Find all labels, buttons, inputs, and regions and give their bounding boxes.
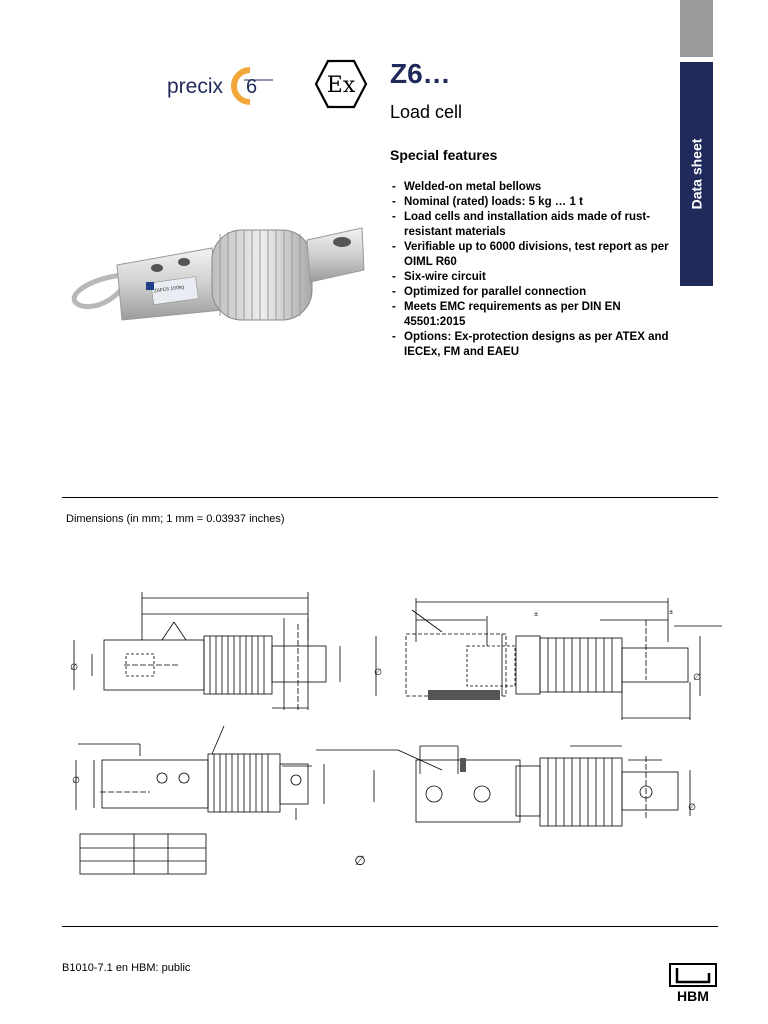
feature-item: - Verifiable up to 6000 divisions, test report as per OIML R60 xyxy=(390,240,670,270)
dimension-drawings xyxy=(62,580,722,880)
drawing-side-view-1 xyxy=(74,592,340,710)
tolerance-label-1: ± xyxy=(534,611,538,618)
tolerance-label-2: ± xyxy=(669,609,673,616)
precix-logo xyxy=(150,60,280,110)
side-tab-label: Data sheet xyxy=(688,138,705,210)
diameter-label-3: ∅ xyxy=(72,775,80,785)
photo-end-block xyxy=(307,228,364,282)
diameter-label-4: ∅ xyxy=(693,672,701,682)
hbm-logo-mark xyxy=(677,968,709,982)
feature-item: - Six-wire circuit xyxy=(390,270,670,285)
dimension-table xyxy=(80,834,206,874)
photo-bellows xyxy=(212,230,312,320)
feature-item: - Optimized for parallel connection xyxy=(390,285,670,300)
photo-hole-2 xyxy=(178,258,190,266)
feature-item: - Meets EMC requirements as per DIN EN 45501:2015 xyxy=(390,300,670,330)
diameter-label-6: ∅ xyxy=(354,853,366,868)
feature-item: - Welded-on metal bellows xyxy=(390,180,670,195)
precix-logo-number: 6 xyxy=(246,76,258,98)
drawing-top-view-1 xyxy=(76,726,324,820)
drawing-mount-tab xyxy=(460,758,466,772)
photo-type-label: Z6FC6 100kg xyxy=(153,284,185,295)
ex-logo-symbol: Ex xyxy=(326,73,356,98)
dimensions-caption: Dimensions (in mm; 1 mm = 0.03937 inches) xyxy=(66,513,285,525)
photo-end-hole xyxy=(333,237,351,247)
feature-item: - Nominal (rated) loads: 5 kg … 1 t xyxy=(390,195,670,210)
page-subtitle: Load cell xyxy=(390,102,463,122)
hbm-logo-text: HBM xyxy=(677,988,709,1003)
drawing-top-view-2 xyxy=(316,746,690,826)
divider-top xyxy=(62,497,718,498)
page-title: Z6… xyxy=(390,58,451,89)
side-tab-gray xyxy=(680,0,713,57)
product-photo xyxy=(62,220,382,330)
diameter-label-2: ∅ xyxy=(374,667,382,677)
photo-hole-1 xyxy=(151,264,163,272)
side-tab-label-wrap xyxy=(680,62,713,286)
divider-bottom xyxy=(62,926,718,927)
features-heading: Special features xyxy=(390,147,498,163)
photo-badge xyxy=(146,282,154,290)
hbm-logo xyxy=(669,963,717,1003)
ex-logo xyxy=(314,58,368,110)
precix-logo-word: precix xyxy=(167,75,224,98)
drawing-side-view-2 xyxy=(376,598,722,720)
photo-cable xyxy=(74,275,124,307)
feature-item: - Options: Ex-protection designs as per ATEX and IECEx, FM and EAEU xyxy=(390,330,670,360)
features-list xyxy=(390,180,670,360)
footer-doc-id: B1010-7.1 en HBM: public xyxy=(62,962,191,974)
diameter-label-1: ∅ xyxy=(70,662,78,672)
feature-item: - Load cells and installation aids made of rust-resistant materials xyxy=(390,210,670,240)
drawing-mounting-surface xyxy=(428,690,500,700)
diameter-label-5: ∅ xyxy=(688,802,696,812)
